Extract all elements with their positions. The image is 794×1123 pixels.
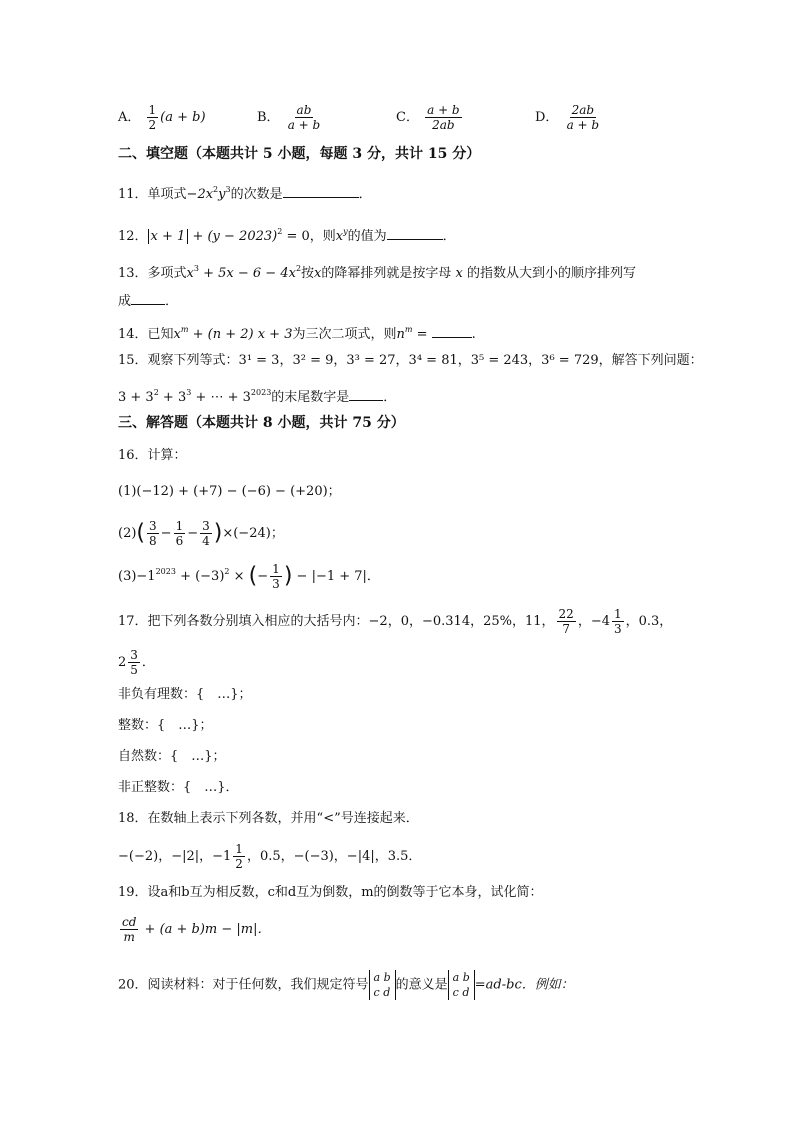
- question-13-line2: 成 ．: [118, 294, 179, 309]
- set-natural: 自然数：{ …}；: [118, 749, 226, 764]
- question-14: 14．已知$x^m + (n + 2) x + 3$为三次二项式，则$n^m$ = .: [118, 325, 476, 342]
- question-16-part2: (2)( $\frac{3}{8}$ − $\frac{1}{6}$ − $\frac{3}{4}$ )×(−24)；: [118, 519, 284, 548]
- question-19-expression: $\frac{cd}{m}$ + (a + b)m − |m|．: [122, 915, 271, 944]
- question-17-line2: 2 $\frac{3}{5}$ ．: [118, 648, 155, 677]
- section-3-heading: 三、解答题（本题共计 8 小题，共计 75 分）: [118, 415, 405, 431]
- question-13-line1: 13．多项式$x^3 + 5x - 6 - 4x^2$按x的降幂排列就是按字母 x 的指数从大到小的顺序排列写: [118, 264, 637, 281]
- question-12: 12． $x + 1 + (y - 2023)^2 = 0$，则$x^y$的值为 ．: [118, 227, 456, 244]
- question-20: 20．阅读材料：对于任何数，我们规定符号 a b c d 的意义是 a b c d =ad-bc．例如：: [118, 971, 574, 999]
- set-integer: 整数：{ …}；: [118, 718, 213, 733]
- option-d: D． $\frac{2ab}{a + b}$: [535, 103, 600, 132]
- question-18-numbers: −(−2)，−|2|，−1 $\frac{1}{2}$ ，0.5，−(−3)，−|4|，3.5．: [118, 842, 422, 871]
- section-2-heading: 二、填空题（本题共计 5 小题，每题 3 分，共计 15 分）: [118, 146, 481, 162]
- question-15-line2: $3 + 3^2 + 3^3$ + ⋯ + $3^{2023}$的末尾数字是 ．: [118, 388, 397, 405]
- question-16-part1: (1)(−12) + (+7) − (−6) − (+20)；: [118, 484, 341, 499]
- question-17-line1: 17．把下列各数分别填入相应的大括号内：−2，0，−0.314，25%，11， $\frac{22}{7}$ ，−4 $\frac{1}{3}$ ，0.3，: [118, 607, 673, 636]
- question-16-part3: $(3)-1^{2023} + (-3)^2$ × (− $\frac{1}{3}$ ) − |−1 + 7|．: [118, 562, 380, 591]
- option-c: C． $\frac{a + b}{2ab}$: [396, 103, 460, 132]
- option-a: A． $\frac{1}{2}$ (a + b): [118, 103, 206, 132]
- question-11: 11．单项式$-2x^2y^3$的次数是 ．: [118, 185, 372, 202]
- question-18: 18．在数轴上表示下列各数，并用“<”号连接起来．: [118, 811, 419, 826]
- question-19: 19．设a和b互为相反数，c和d互为倒数，m的倒数等于它本身，试化简：: [118, 885, 543, 900]
- question-15-line1: 15．观察下列等式：3¹ = 3，3² = 9，3³ = 27，3⁴ = 81，3⁵ = 243，3⁶ = 729，解答下列问题：: [118, 353, 703, 368]
- question-16-title: 16．计算：: [118, 448, 187, 463]
- set-nonpositive-integer: 非正整数：{ …}．: [118, 780, 239, 795]
- option-b: B． $\frac{ab}{a + b}$: [257, 103, 321, 132]
- set-nonnegative-rational: 非负有理数：{ …}；: [118, 687, 252, 702]
